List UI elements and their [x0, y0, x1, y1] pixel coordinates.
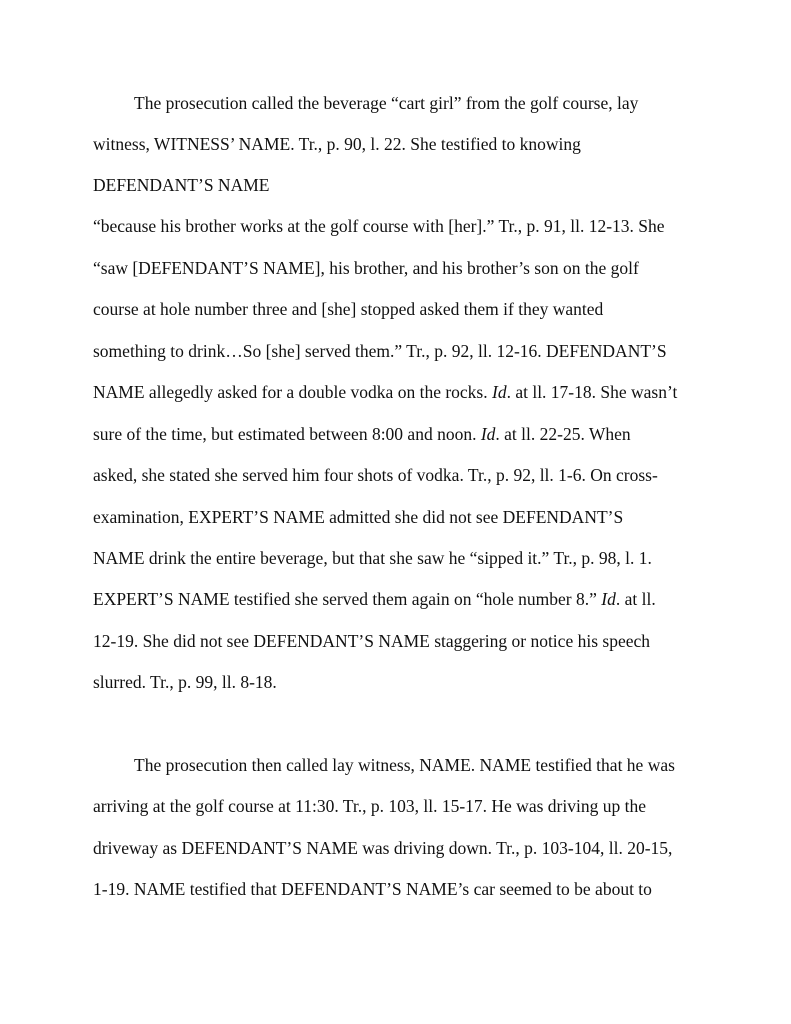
line-text: . at ll. 22-25. When — [495, 424, 631, 444]
citation-id: Id — [480, 424, 496, 444]
paragraph-1-line-6: course at hole number three and [she] stopped asked them if they wanted — [93, 299, 604, 319]
paragraph-1-line-13 — [93, 589, 656, 609]
paragraph-2-line-3: driveway as DEFENDANT’S NAME was driving down. Tr., p. 103-104, ll. 20-15, — [93, 838, 673, 858]
paragraph-1-line-5: “saw [DEFENDANT’S NAME], his brother, and his brother’s son on the golf — [93, 258, 639, 278]
paragraph-1-line-12: NAME drink the entire beverage, but that she saw he “sipped it.” Tr., p. 98, l. 1. — [93, 548, 652, 568]
citation-id: Id — [492, 382, 507, 402]
line-text: sure of the time, but estimated between 8:00 and noon. — [93, 424, 481, 444]
line-text: NAME allegedly asked for a double vodka on the rocks. — [93, 382, 492, 402]
paragraph-1-line-15: slurred. Tr., p. 99, ll. 8-18. — [93, 672, 277, 692]
paragraph-1-line-1: The prosecution called the beverage “cart girl” from the golf course, lay — [134, 93, 639, 113]
citation-id: Id — [601, 589, 616, 609]
paragraph-1-line-9 — [93, 424, 631, 444]
paragraph-1-line-2: witness, WITNESS’ NAME. Tr., p. 90, l. 22. She testified to knowing — [93, 134, 581, 154]
paragraph-1-line-14: 12-19. She did not see DEFENDANT’S NAME staggering or notice his speech — [93, 631, 650, 651]
paragraph-1-line-7: something to drink…So [she] served them.” Tr., p. 92, ll. 12-16. DEFENDANT’S — [93, 341, 667, 361]
line-text: . at ll. — [615, 589, 656, 609]
paragraph-1-line-4: “because his brother works at the golf course with [her].” Tr., p. 91, ll. 12-13. She — [93, 216, 665, 236]
paragraph-1-line-8 — [93, 382, 677, 402]
line-text: . at ll. 17-18. She wasn’t — [506, 382, 678, 402]
paragraph-1-line-11: examination, EXPERT’S NAME admitted she did not see DEFENDANT’S — [93, 507, 624, 527]
line-text: EXPERT’S NAME testified she served them again on “hole number 8.” — [93, 589, 602, 609]
paragraph-1-line-10: asked, she stated she served him four shots of vodka. Tr., p. 92, ll. 1-6. On cross- — [93, 465, 658, 485]
paragraph-1-line-3: DEFENDANT’S NAME — [93, 175, 270, 195]
paragraph-2-line-1: The prosecution then called lay witness, NAME. NAME testified that he was — [134, 755, 675, 775]
paragraph-2-line-4: 1-19. NAME testified that DEFENDANT’S NAME’s car seemed to be about to — [93, 879, 652, 899]
paragraph-2-line-2: arriving at the golf course at 11:30. Tr., p. 103, ll. 15-17. He was driving up the — [93, 796, 646, 816]
